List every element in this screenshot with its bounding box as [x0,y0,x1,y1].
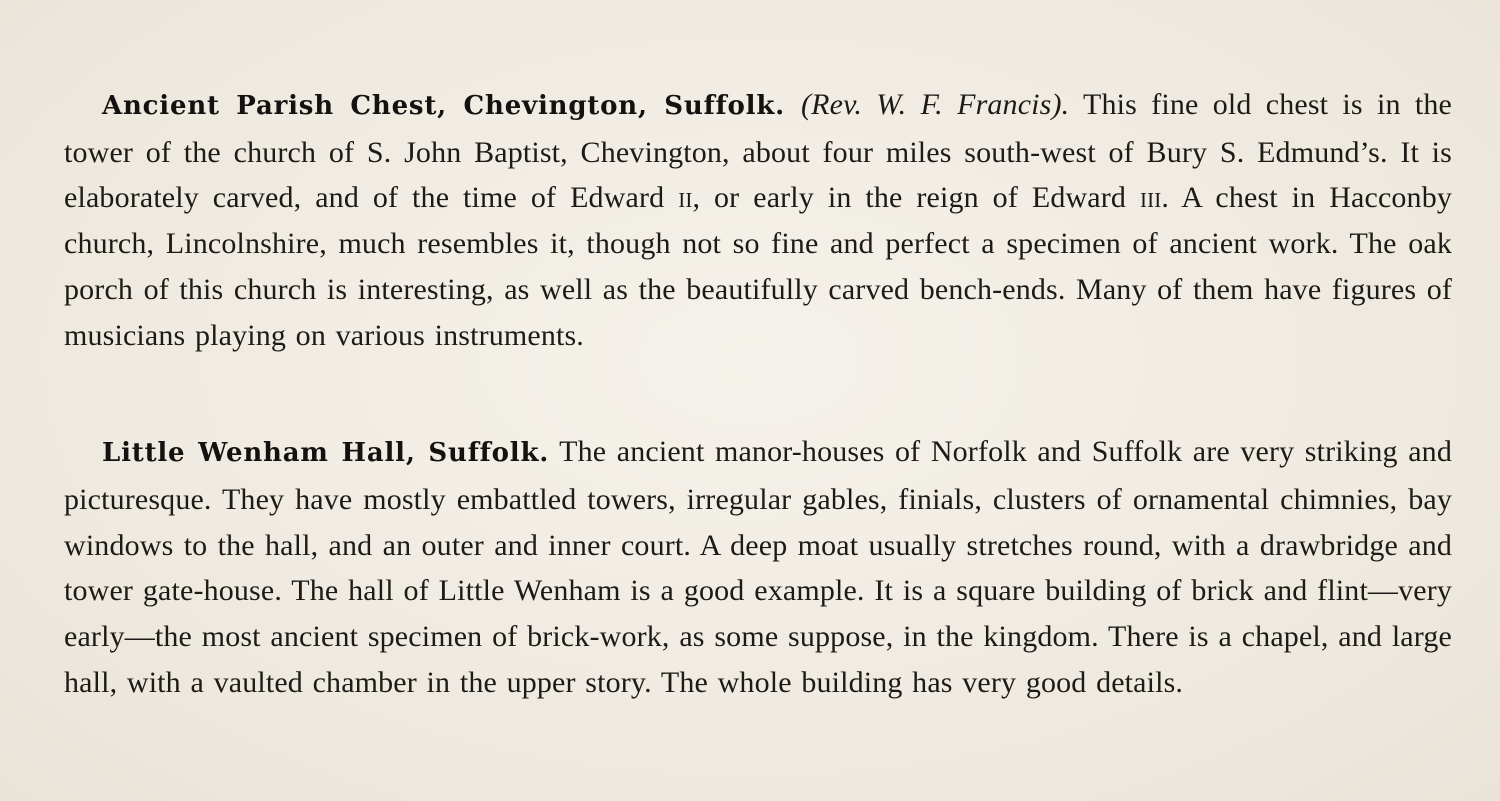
entry-body: The ancient manor-houses of Norfolk and Suffolk are very striking and picturesque. They have mostly embattled towers, irregular gables, finials, clusters of ornamental chimnies, bay windows to the hall, and an outer and inner court. A deep moat usually stretches round, with a drawbridge and tower gate-house. The hall of Little Wenham is a good example. It is a square building of brick and flint—very early—the most ancient specimen of brick-work, as some suppose, in the kingdom. There is a chapel, and large hall, with a vaulted chamber in the upper story. The whole building has very good details. [64,435,1452,699]
entry-parish-chest [64,82,1452,358]
regnal-numeral: ii [678,181,693,215]
document-page [64,52,1452,735]
entry-heading: Ancient Parish Chest, Chevington, Suffolk. [102,91,786,121]
entry-heading: Little Wenham Hall, Suffolk. [102,438,550,469]
entry-body: This fine old chest is in the tower of the church of S. John Baptist, Chevington, about four miles south-west of Bury S. Edmund’s. It is elaborately carved, and of the time of Edward [64,88,1452,215]
entry-little-wenham-hall [64,429,1452,705]
regnal-numeral: iii [1139,181,1162,215]
entry-body: , or early in the reign of Edward [692,181,1140,215]
entry-body: . A chest in Hacconby church, Lincolnshire, much resembles it, though not so fine and perfect a specimen of ancient work. The oak porch of this church is interesting, as well as the beautifully carved bench-ends. Many of them have figures of musicians playing on various instruments. [64,181,1453,352]
entry-credit: (Rev. W. F. Francis). [801,88,1070,121]
